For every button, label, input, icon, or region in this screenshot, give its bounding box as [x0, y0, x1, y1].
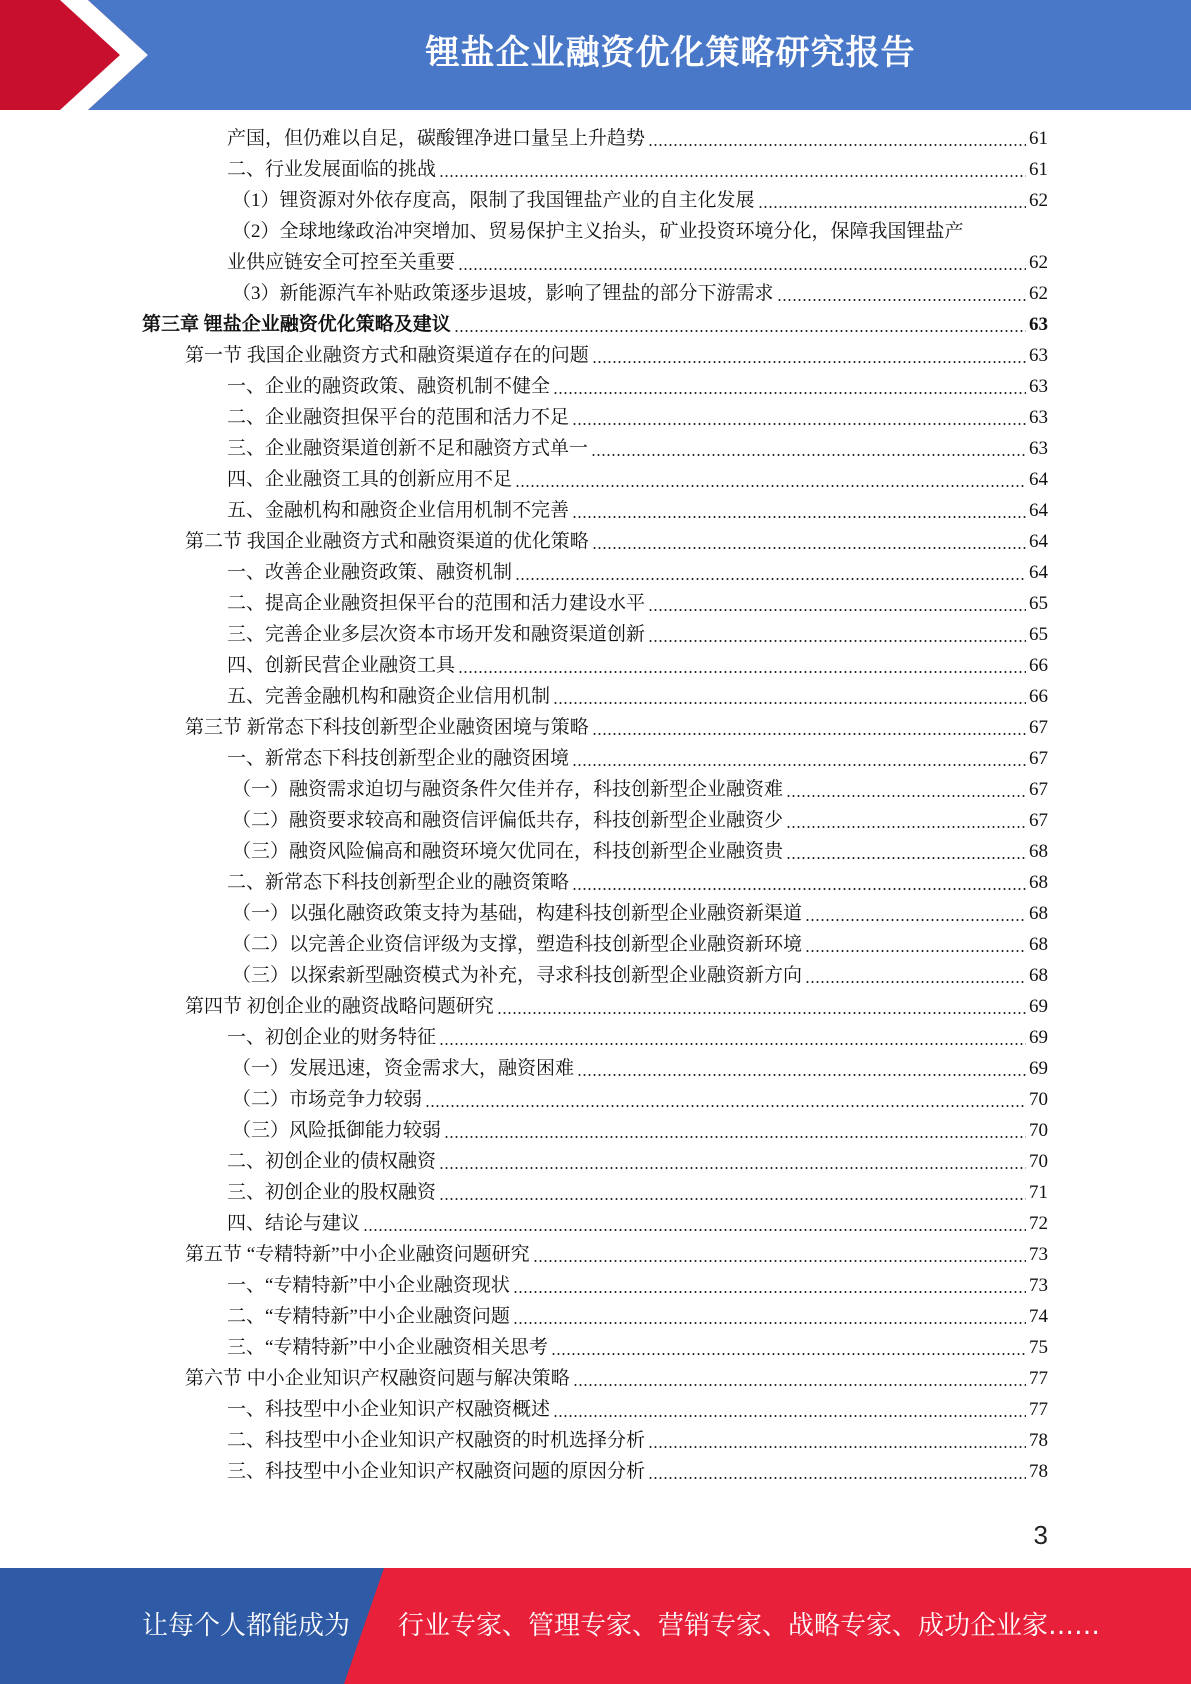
toc-entry-page: 63 — [1029, 314, 1048, 335]
toc-leader-dots — [553, 702, 1026, 704]
toc-entry-page: 68 — [1029, 934, 1048, 955]
toc-entry-title: 第二节 我国企业融资方式和融资渠道的优化策略 — [185, 531, 589, 552]
toc-leader-dots — [805, 919, 1026, 921]
toc-entry-title: 二、提高企业融资担保平台的范围和活力建设水平 — [227, 593, 646, 614]
toc-entry-page: 67 — [1029, 779, 1048, 800]
toc-entry-page: 61 — [1029, 159, 1048, 180]
toc-entry-page: 63 — [1029, 345, 1048, 366]
toc-entry-page: 62 — [1029, 283, 1048, 304]
toc-entry-page: 69 — [1029, 1058, 1048, 1079]
toc-entry-page: 69 — [1029, 1027, 1048, 1048]
toc-leader-dots — [592, 547, 1026, 549]
toc-entry[interactable] — [227, 437, 1048, 461]
toc-entry[interactable] — [227, 561, 1048, 585]
toc-leader-dots — [439, 175, 1026, 177]
toc-entry-title: 五、完善金融机构和融资企业信用机制 — [227, 686, 551, 707]
toc-entry[interactable] — [232, 189, 1048, 213]
toc-entry[interactable] — [227, 1398, 1048, 1422]
toc-entry[interactable] — [227, 1212, 1048, 1236]
toc-leader-dots — [444, 1136, 1026, 1138]
toc-entry-page: 64 — [1029, 531, 1048, 552]
header-chevron-icon — [0, 0, 150, 110]
toc-entry[interactable] — [232, 809, 1048, 833]
toc-entry-title: 一、“专精特新”中小企业融资现状 — [227, 1275, 510, 1296]
toc-entry[interactable] — [227, 685, 1048, 709]
toc-entry[interactable] — [227, 375, 1048, 399]
toc-entry-title: 三、完善企业多层次资本市场开发和融资渠道创新 — [227, 624, 646, 645]
toc-entry-page: 69 — [1029, 996, 1048, 1017]
toc-leader-dots — [551, 1353, 1026, 1355]
toc-entry-title: （二）以完善企业资信评级为支撑，塑造科技创新型企业融资新环境 — [232, 934, 803, 955]
toc-entry-title: 一、初创企业的财务特征 — [227, 1027, 437, 1048]
footer-slogan-left: 让每个人都能成为 — [142, 1611, 351, 1641]
toc-entry[interactable] — [227, 1336, 1048, 1360]
toc-entry[interactable] — [227, 468, 1048, 492]
toc-leader-dots — [533, 1260, 1026, 1262]
toc-entry[interactable] — [232, 964, 1048, 988]
toc-entry-page: 72 — [1029, 1213, 1048, 1234]
toc-entry[interactable] — [227, 1026, 1048, 1050]
toc-leader-dots — [777, 299, 1026, 301]
toc-entry-page: 75 — [1029, 1337, 1048, 1358]
toc-entry-title: 五、金融机构和融资企业信用机制不完善 — [227, 500, 570, 521]
toc-leader-dots — [758, 206, 1026, 208]
toc-entry-title: （1）锂资源对外依存度高，限制了我国锂盐产业的自主化发展 — [232, 190, 755, 211]
toc-entry-title: 第三节 新常态下科技创新型企业融资困境与策略 — [185, 717, 589, 738]
toc-entry-title: 二、科技型中小企业知识产权融资的时机选择分析 — [227, 1430, 646, 1451]
toc-leader-dots — [648, 1477, 1026, 1479]
toc-entry-page: 68 — [1029, 903, 1048, 924]
toc-entry[interactable] — [232, 282, 1048, 306]
toc-leader-dots — [648, 144, 1026, 146]
toc-entry-title: 第六节 中小企业知识产权融资问题与解决策略 — [185, 1368, 570, 1389]
toc-leader-dots — [648, 1446, 1026, 1448]
toc-entry[interactable] — [227, 747, 1048, 771]
toc-leader-dots — [458, 268, 1026, 270]
toc-entry[interactable] — [232, 1057, 1048, 1081]
toc-entry-page: 70 — [1029, 1120, 1048, 1141]
toc-entry-page: 63 — [1029, 407, 1048, 428]
toc-entry[interactable] — [227, 871, 1048, 895]
toc-entry[interactable] — [232, 902, 1048, 926]
toc-entry-page: 67 — [1029, 810, 1048, 831]
toc-entry-title: （一）以强化融资政策支持为基础，构建科技创新型企业融资新渠道 — [232, 903, 803, 924]
toc-entry-page: 68 — [1029, 872, 1048, 893]
toc-entry-title: 三、初创企业的股权融资 — [227, 1182, 437, 1203]
page-header — [0, 0, 1191, 110]
toc-entry-title: 一、新常态下科技创新型企业的融资困境 — [227, 748, 570, 769]
toc-leader-dots — [572, 423, 1026, 425]
toc-entry[interactable] — [227, 1429, 1048, 1453]
toc-entry-title: （一）融资需求迫切与融资条件欠佳并存，科技创新型企业融资难 — [232, 779, 784, 800]
toc-entry-title: 二、初创企业的债权融资 — [227, 1151, 437, 1172]
toc-entry-page: 61 — [1029, 128, 1048, 149]
toc-leader-dots — [577, 1074, 1026, 1076]
toc-entry-page: 77 — [1029, 1399, 1048, 1420]
toc-entry-title: 三、“专精特新”中小企业融资相关思考 — [227, 1337, 548, 1358]
toc-entry[interactable] — [232, 933, 1048, 957]
toc-entry-title: 第五节 “专精特新”中小企业融资问题研究 — [185, 1244, 530, 1265]
toc-entry-page: 65 — [1029, 593, 1048, 614]
toc-entry[interactable] — [227, 623, 1048, 647]
toc-entry-title: 四、创新民营企业融资工具 — [227, 655, 456, 676]
toc-entry-title: 第四节 初创企业的融资战略问题研究 — [185, 996, 494, 1017]
toc-entry[interactable] — [227, 592, 1048, 616]
toc-entry-page: 73 — [1029, 1275, 1048, 1296]
toc-leader-dots — [454, 330, 1026, 332]
toc-leader-dots — [363, 1229, 1026, 1231]
toc-entry[interactable] — [227, 1274, 1048, 1298]
toc-section-entry[interactable] — [185, 995, 1048, 1019]
report-title: 锂盐企业融资优化策略研究报告 — [425, 33, 916, 73]
toc-entry-title: 一、改善企业融资政策、融资机制 — [227, 562, 513, 583]
toc-entry-title: 一、企业的融资政策、融资机制不健全 — [227, 376, 551, 397]
toc-entry-title: 三、企业融资渠道创新不足和融资方式单一 — [227, 438, 589, 459]
toc-entry-page: 64 — [1029, 562, 1048, 583]
toc-leader-dots — [553, 1415, 1026, 1417]
toc-entry[interactable] — [227, 1150, 1048, 1174]
toc-entry-title: 第三章 锂盐企业融资优化策略及建议 — [142, 314, 451, 335]
toc-entry-title: 四、结论与建议 — [227, 1213, 361, 1234]
toc-leader-dots — [425, 1105, 1026, 1107]
toc-leader-dots — [592, 361, 1026, 363]
toc-entry[interactable] — [227, 158, 1048, 182]
toc-entry[interactable] — [227, 406, 1048, 430]
toc-section-entry[interactable] — [185, 530, 1048, 554]
toc-entry-title: 二、“专精特新”中小企业融资问题 — [227, 1306, 510, 1327]
toc-entry-page: 70 — [1029, 1089, 1048, 1110]
toc-entry-page: 73 — [1029, 1244, 1048, 1265]
toc-entry-page: 74 — [1029, 1306, 1048, 1327]
toc-leader-dots — [572, 764, 1026, 766]
toc-entry-title: 业供应链安全可控至关重要 — [227, 252, 456, 273]
toc-leader-dots — [786, 857, 1026, 859]
toc-entry-page: 77 — [1029, 1368, 1048, 1389]
toc-entry-page: 70 — [1029, 1151, 1048, 1172]
page-footer — [0, 1568, 1191, 1684]
toc-entry-page: 64 — [1029, 469, 1048, 490]
toc-entry-page: 66 — [1029, 686, 1048, 707]
toc-leader-dots — [805, 950, 1026, 952]
toc-leader-dots — [439, 1167, 1026, 1169]
toc-entry-title: 第一节 我国企业融资方式和融资渠道存在的问题 — [185, 345, 589, 366]
toc-leader-dots — [572, 516, 1026, 518]
toc-entry-page: 66 — [1029, 655, 1048, 676]
toc-section-entry[interactable] — [185, 1367, 1048, 1391]
toc-leader-dots — [513, 1291, 1026, 1293]
toc-leader-dots — [497, 1012, 1026, 1014]
toc-entry-title: （二）融资要求较高和融资信评偏低共存，科技创新型企业融资少 — [232, 810, 784, 831]
toc-leader-dots — [439, 1198, 1026, 1200]
toc-entry-title: （三）风险抵御能力较弱 — [232, 1120, 442, 1141]
toc-entry[interactable] — [227, 1460, 1048, 1484]
footer-slogan-right: 行业专家、管理专家、营销专家、战略专家、成功企业家…… — [398, 1611, 1101, 1641]
toc-entry-title: （3）新能源汽车补贴政策逐步退坡，影响了锂盐的部分下游需求 — [232, 283, 774, 304]
toc-entry-title: 二、行业发展面临的挑战 — [227, 159, 437, 180]
toc-entry-title: （二）市场竞争力较弱 — [232, 1089, 423, 1110]
toc-leader-dots — [805, 981, 1026, 983]
page-number: 3 — [1033, 1520, 1048, 1550]
toc-leader-dots — [591, 454, 1026, 456]
toc-entry-title: 产国，但仍难以自足，碳酸锂净进口量呈上升趋势 — [227, 128, 646, 149]
toc-entry-title: 二、新常态下科技创新型企业的融资策略 — [227, 872, 570, 893]
toc-entry[interactable] — [227, 499, 1048, 523]
toc-leader-dots — [573, 1384, 1026, 1386]
toc-entry-page: 64 — [1029, 500, 1048, 521]
toc-section-entry[interactable] — [185, 344, 1048, 368]
toc-leader-dots — [513, 1322, 1026, 1324]
toc-entry-page: 67 — [1029, 748, 1048, 769]
toc-entry[interactable] — [232, 1119, 1048, 1143]
toc-entry[interactable] — [232, 1088, 1048, 1112]
toc-entry[interactable] — [227, 654, 1048, 678]
toc-entry-page: 71 — [1029, 1182, 1048, 1203]
toc-entry-title: 一、科技型中小企业知识产权融资概述 — [227, 1399, 551, 1420]
toc-leader-dots — [458, 671, 1026, 673]
toc-entry-wrapped-line[interactable]: （2）全球地缘政治冲突增加、贸易保护主义抬头，矿业投资环境分化，保障我国锂盐产 — [232, 221, 964, 242]
toc-leader-dots — [592, 733, 1026, 735]
toc-entry-page: 62 — [1029, 190, 1048, 211]
toc-entry-title: （一）发展迅速，资金需求大，融资困难 — [232, 1058, 575, 1079]
toc-entry[interactable] — [227, 1305, 1048, 1329]
toc-entry[interactable] — [232, 840, 1048, 864]
toc-entry-page: 63 — [1029, 376, 1048, 397]
toc-leader-dots — [553, 392, 1026, 394]
toc-leader-dots — [786, 795, 1026, 797]
toc-entry-title: 二、企业融资担保平台的范围和活力不足 — [227, 407, 570, 428]
toc-leader-dots — [572, 888, 1026, 890]
toc-entry-title: （三）融资风险偏高和融资环境欠优同在，科技创新型企业融资贵 — [232, 841, 784, 862]
toc-leader-dots — [648, 609, 1026, 611]
toc-entry-page: 62 — [1029, 252, 1048, 273]
toc-entry-page: 68 — [1029, 841, 1048, 862]
toc-entry-page: 68 — [1029, 965, 1048, 986]
toc-chapter-entry[interactable] — [142, 313, 1048, 337]
toc-entry-page: 78 — [1029, 1430, 1048, 1451]
toc-entry-page: 65 — [1029, 624, 1048, 645]
toc-section-entry[interactable] — [185, 716, 1048, 740]
toc-section-entry[interactable] — [185, 1243, 1048, 1267]
toc-entry[interactable] — [227, 127, 1048, 151]
toc-entry[interactable] — [232, 778, 1048, 802]
toc-leader-dots — [648, 640, 1026, 642]
toc-entry-page: 63 — [1029, 438, 1048, 459]
toc-entry[interactable] — [227, 1181, 1048, 1205]
toc-leader-dots — [515, 485, 1026, 487]
toc-leader-dots — [515, 578, 1026, 580]
toc-entry[interactable] — [227, 251, 1048, 275]
toc-entry-title: 四、企业融资工具的创新应用不足 — [227, 469, 513, 490]
toc-leader-dots — [439, 1043, 1026, 1045]
toc-entry-title: （三）以探索新型融资模式为补充，寻求科技创新型企业融资新方向 — [232, 965, 803, 986]
toc-entry-page: 67 — [1029, 717, 1048, 738]
toc-entry-page: 78 — [1029, 1461, 1048, 1482]
toc-leader-dots — [786, 826, 1026, 828]
toc-entry-title: 三、科技型中小企业知识产权融资问题的原因分析 — [227, 1461, 646, 1482]
